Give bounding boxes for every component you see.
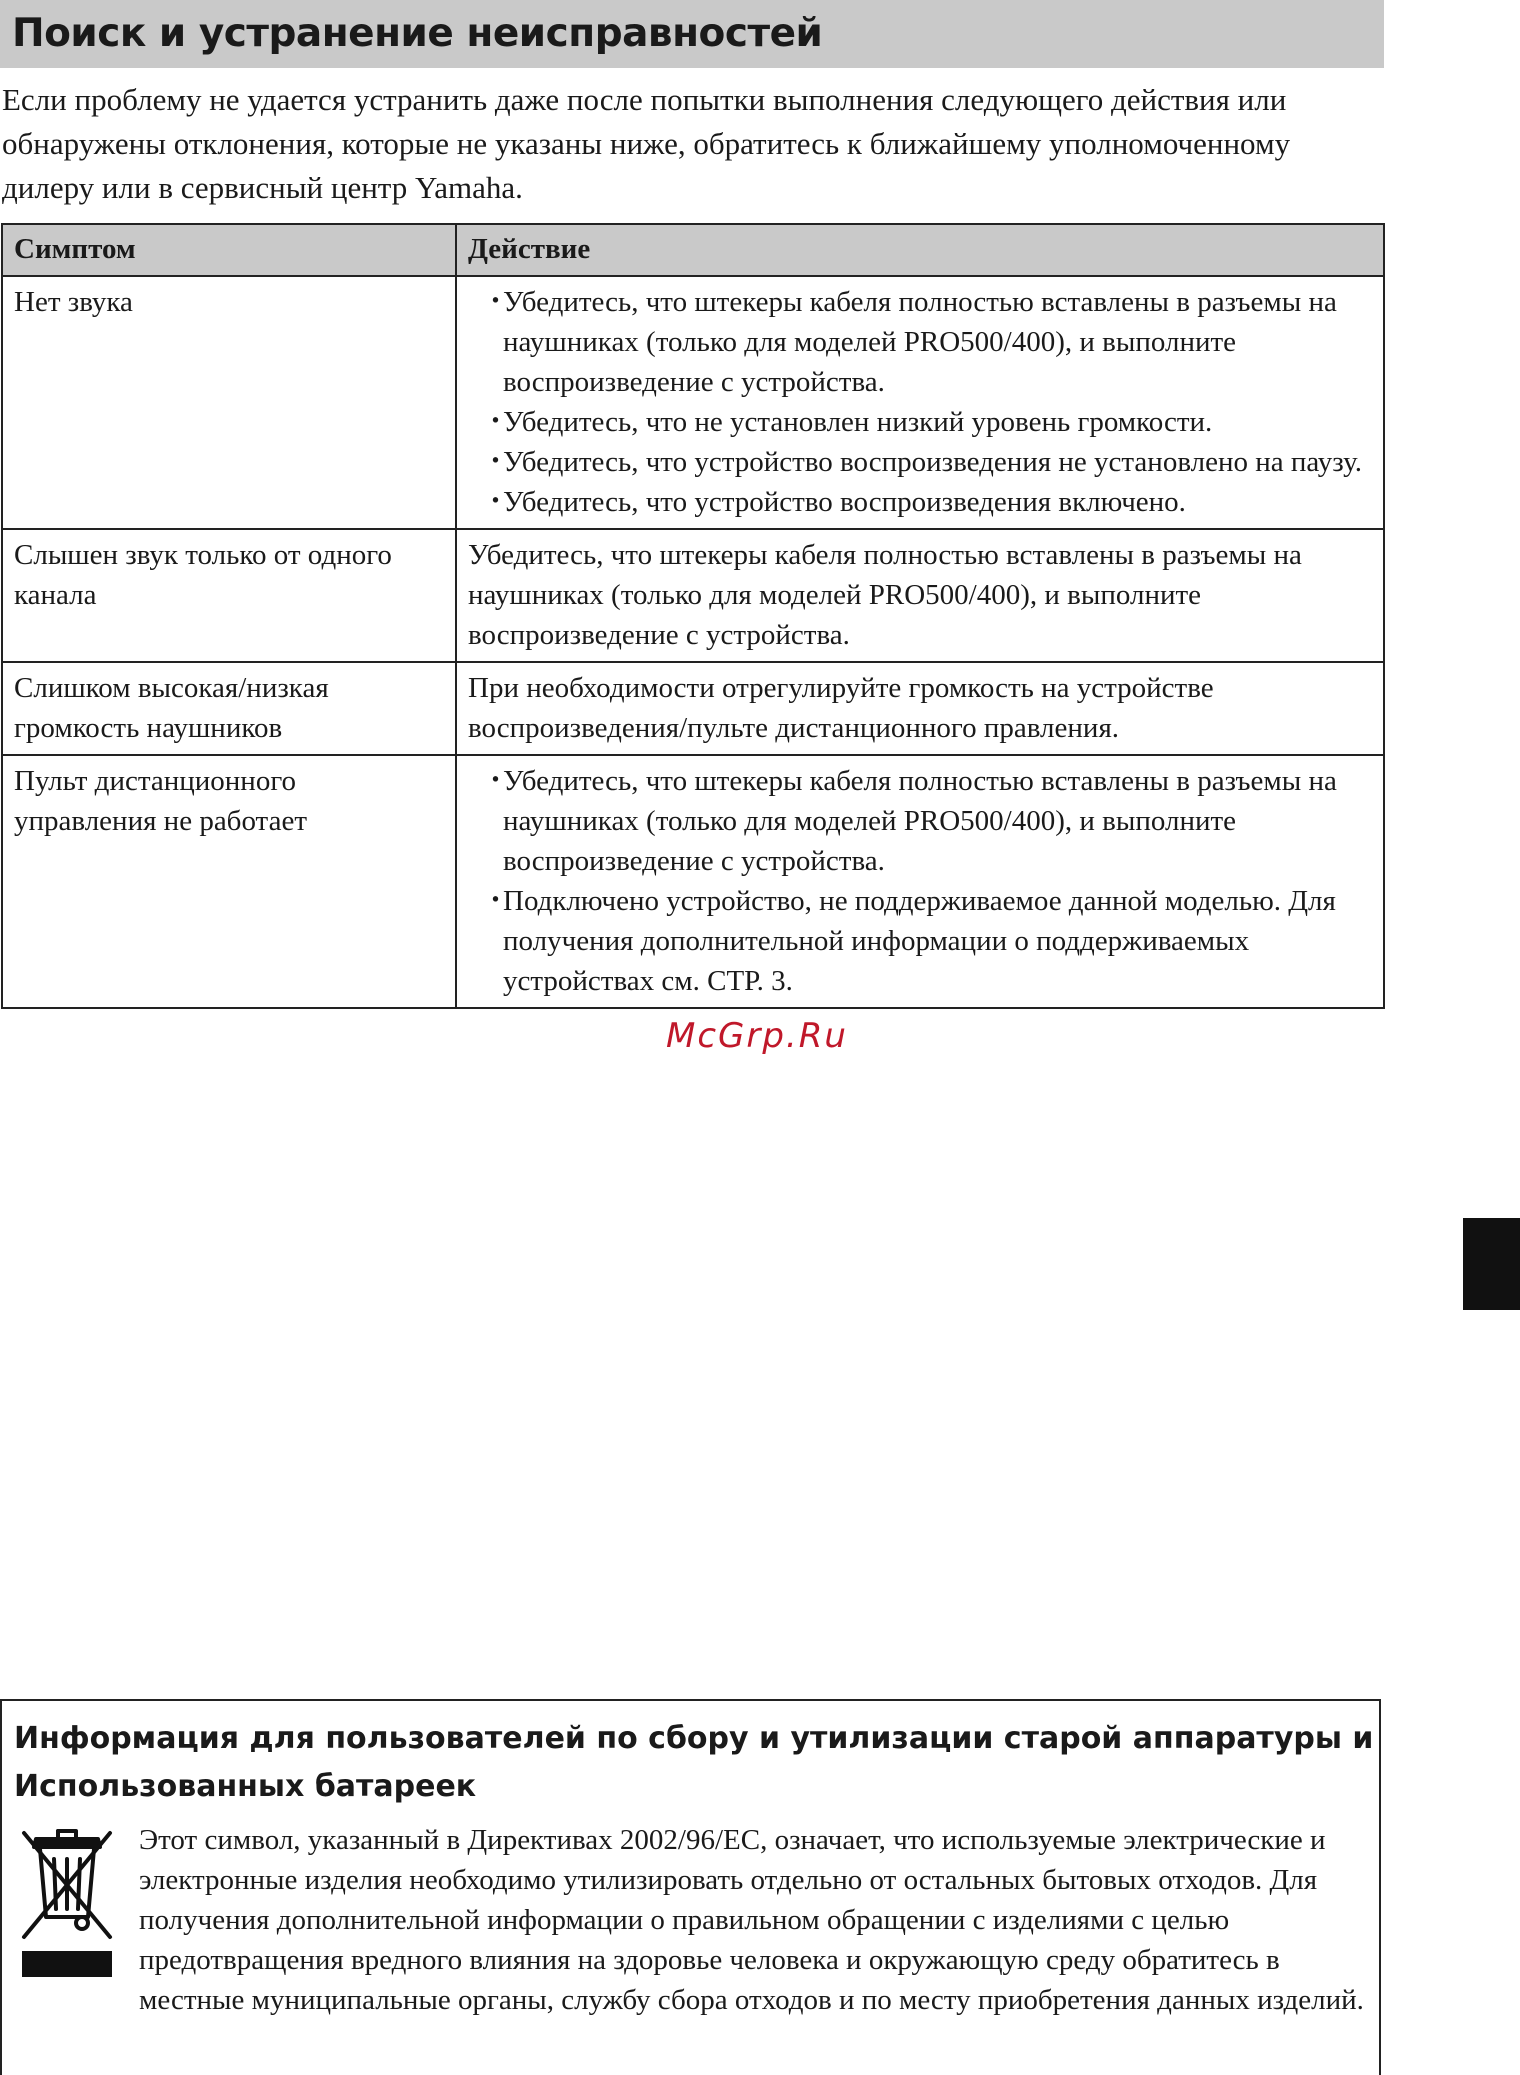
action-cell (456, 755, 1384, 1008)
table-header-row (2, 224, 1384, 276)
column-header-action: Действие (456, 224, 1384, 276)
bullet-marker: ・ (481, 446, 511, 478)
title-bar (0, 0, 1384, 68)
action-text: Убедитесь, что штекеры кабеля полностью вставлены в разъемы на наушниках (только для моделей PRO500/400), и выполните воспроизведение с устройства. (503, 286, 1337, 398)
troubleshooting-table (1, 223, 1385, 1009)
action-text: Подключено устройство, не поддерживаемое данной моделью. Для получения дополнительной информации о поддерживаемых устройствах см. СТР. 3. (503, 885, 1336, 997)
table-row (2, 529, 1384, 662)
action-text: Убедитесь, что устройство воспроизведения не установлено на паузу. (503, 446, 1362, 478)
page-edge-tab (1463, 1218, 1520, 1310)
symptom-cell: Пульт дистанционного управления не работает (2, 755, 456, 1008)
action-text: Убедитесь, что не установлен низкий уровень громкости. (503, 406, 1213, 438)
action-cell: Убедитесь, что штекеры кабеля полностью вставлены в разъемы на наушниках (только для моделей PRO500/400), и выполните воспроизведение с устройства. (456, 529, 1384, 662)
symptom-cell: Слышен звук только от одного канала (2, 529, 456, 662)
action-item (468, 881, 1373, 1001)
action-cell: При необходимости отрегулируйте громкость на устройстве воспроизведения/пульте дистанционного правления. (456, 662, 1384, 755)
column-header-symptom: Симптом (2, 224, 456, 276)
bullet-marker: ・ (481, 286, 511, 318)
disposal-title: Информация для пользователей по сбору и утилизации старой аппаратуры и Использованных батареек (14, 1721, 1374, 1804)
action-item (468, 482, 1373, 522)
action-cell (456, 276, 1384, 529)
action-text: Убедитесь, что штекеры кабеля полностью вставлены в разъемы на наушниках (только для моделей PRO500/400), и выполните воспроизведение с устройства. (503, 765, 1337, 877)
bullet-marker: ・ (481, 885, 511, 917)
intro-paragraph: Если проблему не удается устранить даже после попытки выполнения следующего действия или обнаружены отклонения, которые не указаны ниже, обратитесь к ближайшему уполномоченному дилеру или в сервисный центр Yamaha. (2, 82, 1291, 205)
watermark: McGrp.Ru (666, 1016, 848, 1056)
bullet-marker: ・ (481, 486, 511, 518)
crossed-out-wheelie-bin-icon (18, 1825, 116, 1980)
table-row (2, 755, 1384, 1008)
action-list (468, 282, 1373, 522)
action-item (468, 402, 1373, 442)
table-row (2, 276, 1384, 529)
disposal-info-box (0, 1699, 1381, 2075)
symptom-cell: Нет звука (2, 276, 456, 529)
page-title: Поиск и устранение неисправностей (12, 11, 823, 56)
bullet-marker: ・ (481, 765, 511, 797)
action-item (468, 761, 1373, 881)
action-text: Убедитесь, что устройство воспроизведения включено. (503, 486, 1186, 518)
bullet-marker: ・ (481, 406, 511, 438)
symptom-cell: Слишком высокая/низкая громкость наушников (2, 662, 456, 755)
action-item (468, 282, 1373, 402)
action-list (468, 761, 1373, 1001)
action-item (468, 442, 1373, 482)
disposal-text: Этот символ, указанный в Директивах 2002/96/EC, означает, что используемые электрические и электронные изделия необходимо утилизировать отдельно от остальных бытовых отходов. Для получения дополнительной информации о правильном обращении с изделиями с целью предотвращения вредного влияния на здоровье человека и окружающую среду обратитесь в местные муниципальные органы, службу сбора отходов и по месту приобретения данных изделий. (139, 1824, 1364, 2016)
table-row (2, 662, 1384, 755)
